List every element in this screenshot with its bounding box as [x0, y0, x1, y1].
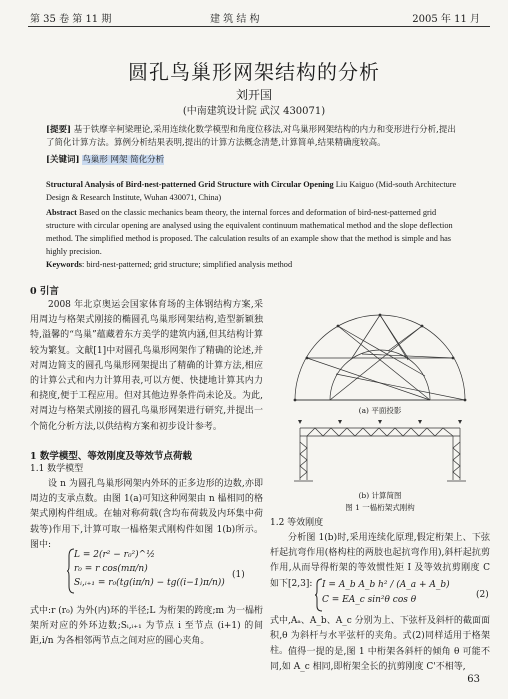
cn-keywords — [46, 154, 464, 167]
eq1-line3: Sᵢ,ᵢ₊₁ = r₀(tg(iπ/n) − tg((i−1)π/n)) — [74, 578, 225, 588]
section-1-2-heading: 1.2 等效刚度 — [270, 518, 324, 528]
section-1-1-heading: 1.1 数学模型 — [30, 464, 84, 474]
section-1-heading: 1 数学模型、等效刚度及等效节点荷载 — [30, 451, 192, 462]
en-keywords-label: Keywords — [46, 260, 82, 269]
cn-keywords-text: 鸟巢形 网架 简化分析 — [82, 155, 165, 165]
cn-keywords-label: [关键词] — [46, 155, 80, 165]
eq1-line2: r₀ = r cos(mπ/n) — [74, 564, 148, 574]
equation-1-number: (1) — [232, 570, 245, 580]
equation-2-brace — [314, 578, 324, 612]
section-1-2-paragraph: 分析图 1(b)时,采用连续化原理,假定桁架上、下弦杆起抗弯作用(格构柱的两肢也起抗弯作用),斜杆起抗剪作用,从而导得桁架的等效惯性矩 I 及等效抗剪刚度 C 如下[2,3]: — [270, 533, 490, 589]
section-1-1-paragraph-2: 式中:r (r₀) 为外(内)环的半径;L 为桁架的跨度;m 为一榀桁架所对应的外环边数;Sᵢ,ᵢ₊₁ 为节点 i 至节点 (i+1) 的间距,i/n 为各相邻两节点之间对应的圆心夹角。 — [30, 606, 263, 647]
figure-1a-caption: (a) 平面投影 — [358, 406, 402, 415]
figure-1b-caption: (b) 计算简图 — [358, 491, 402, 500]
equation-1-brace — [66, 548, 76, 594]
section-1-1-paragraph: 设 n 为圆孔鸟巢形网架内外环的正多边形的边数,亦即周边的支承点数。由图 1(a)可知这种网架由 n 榀相同的格架式刚构件组成。在轴对称荷载(含均布荷载及内环集中荷载等)作用下,计算可取一榀格架式刚构件如图 1(b)所示。图中: — [30, 479, 263, 550]
eq2-line1: I = A_b A_b h² / (A_a + A_b) — [322, 580, 450, 590]
paper-affiliation: (中南建筑设计院 武汉 430071) — [182, 106, 326, 117]
en-abstract-block — [46, 206, 466, 258]
section-0-paragraph: 2008 年北京奥运会国家体育场的主体钢结构方案,采用周边与格架式刚接的椭圆孔鸟巢形网架结构,造型新颖独特,溢馨的“鸟巢”蕴藏着东方美学的建筑内涵,但其结构计算较为繁复。文献[1]中对圆孔鸟巢形网架作了精确的论述,并对周边简支的圆孔鸟巢形网架提出了精确的计算方法,相应的计算公式和内力计算用表,可以方便、快捷地计算其内力和挠度,便于工程应用。但对其他边界条件尚未论及。为此,对周边与格架式刚接的圆孔鸟巢形网架进行研究,并提出一个简化分析方法,以供结构方案和初步设计参考。 — [30, 300, 263, 432]
paper-title: 圆孔鸟巢形网架结构的分析 — [128, 60, 380, 84]
equation-2-number: (2) — [476, 590, 489, 600]
en-abstract-label: Abstract — [46, 208, 77, 217]
section-0-heading: 0 引言 — [30, 286, 59, 297]
journal-volume: 第 35 卷 第 11 期 — [30, 14, 112, 25]
en-abstract-text: Based on the classic mechanics beam theory, the internal forces and deformation of bird-nest-patterned grid structure with circular opening are analysed using the equivalent continuum mathematical method and the slope deflection method. The simplified method is proposed. The calculation results of an example show that the method is simple and has highly precision. — [46, 208, 453, 256]
en-author: Liu Kaiguo (Mid-south Architecture Design & Research Institute, Wuhan 430071, China) — [46, 180, 457, 202]
figure-1b-diagram — [280, 418, 480, 488]
header-rule — [28, 26, 490, 27]
cn-abstract-label: [提要] — [46, 125, 72, 135]
section-1-2-paragraph-2: 式中,Aₐ、A_b、A_c 分别为上、下弦杆及斜杆的截面面积,θ 为斜杆与水平弦杆的夹角。式(2)同样适用于格架柱。 — [270, 616, 490, 657]
eq2-line2: C = EA_c sin²θ cos θ — [322, 595, 417, 605]
en-title-block — [46, 178, 466, 204]
figure-1-caption: 图 1 一榀桁架式刚构 — [345, 503, 415, 512]
page-number: 63 — [467, 674, 480, 685]
equation-2 — [322, 580, 462, 610]
cn-abstract — [46, 124, 464, 150]
paper-author: 刘开国 — [235, 88, 272, 102]
journal-name: 建 筑 结 构 — [210, 14, 260, 25]
cn-abstract-text: 基于铁摩辛柯梁理论,采用连续化数学模型和角度位移法,对鸟巢形网架结构的内力和变形进行分析,提出了简化计算方法。算例分析结果表明,提出的计算方法概念清楚,计算简单,结果精确度较高。 — [46, 125, 456, 148]
journal-date: 2005 年 11 月 — [412, 14, 480, 25]
figure-1a-plan — [280, 290, 480, 405]
en-keywords-block: Keywords: bird-nest-patterned; grid structure; simplified analysis method — [46, 260, 293, 269]
eq1-line1: L = 2(r² − r₀²)^½ — [74, 550, 155, 560]
section-1-2-paragraph-3: 值得一提的是,图 1 中桁架各斜杆的倾角 θ 可能不同,如 A_c 相同,即桁架全长的抗剪刚度 C'不相等, — [270, 647, 490, 673]
en-title: Structural Analysis of Bird-nest-patterned Grid Structure with Circular Opening — [46, 180, 334, 189]
equation-1 — [74, 550, 234, 592]
en-keywords-text: bird-nest-patterned; grid structure; simplified analysis method — [86, 260, 293, 269]
